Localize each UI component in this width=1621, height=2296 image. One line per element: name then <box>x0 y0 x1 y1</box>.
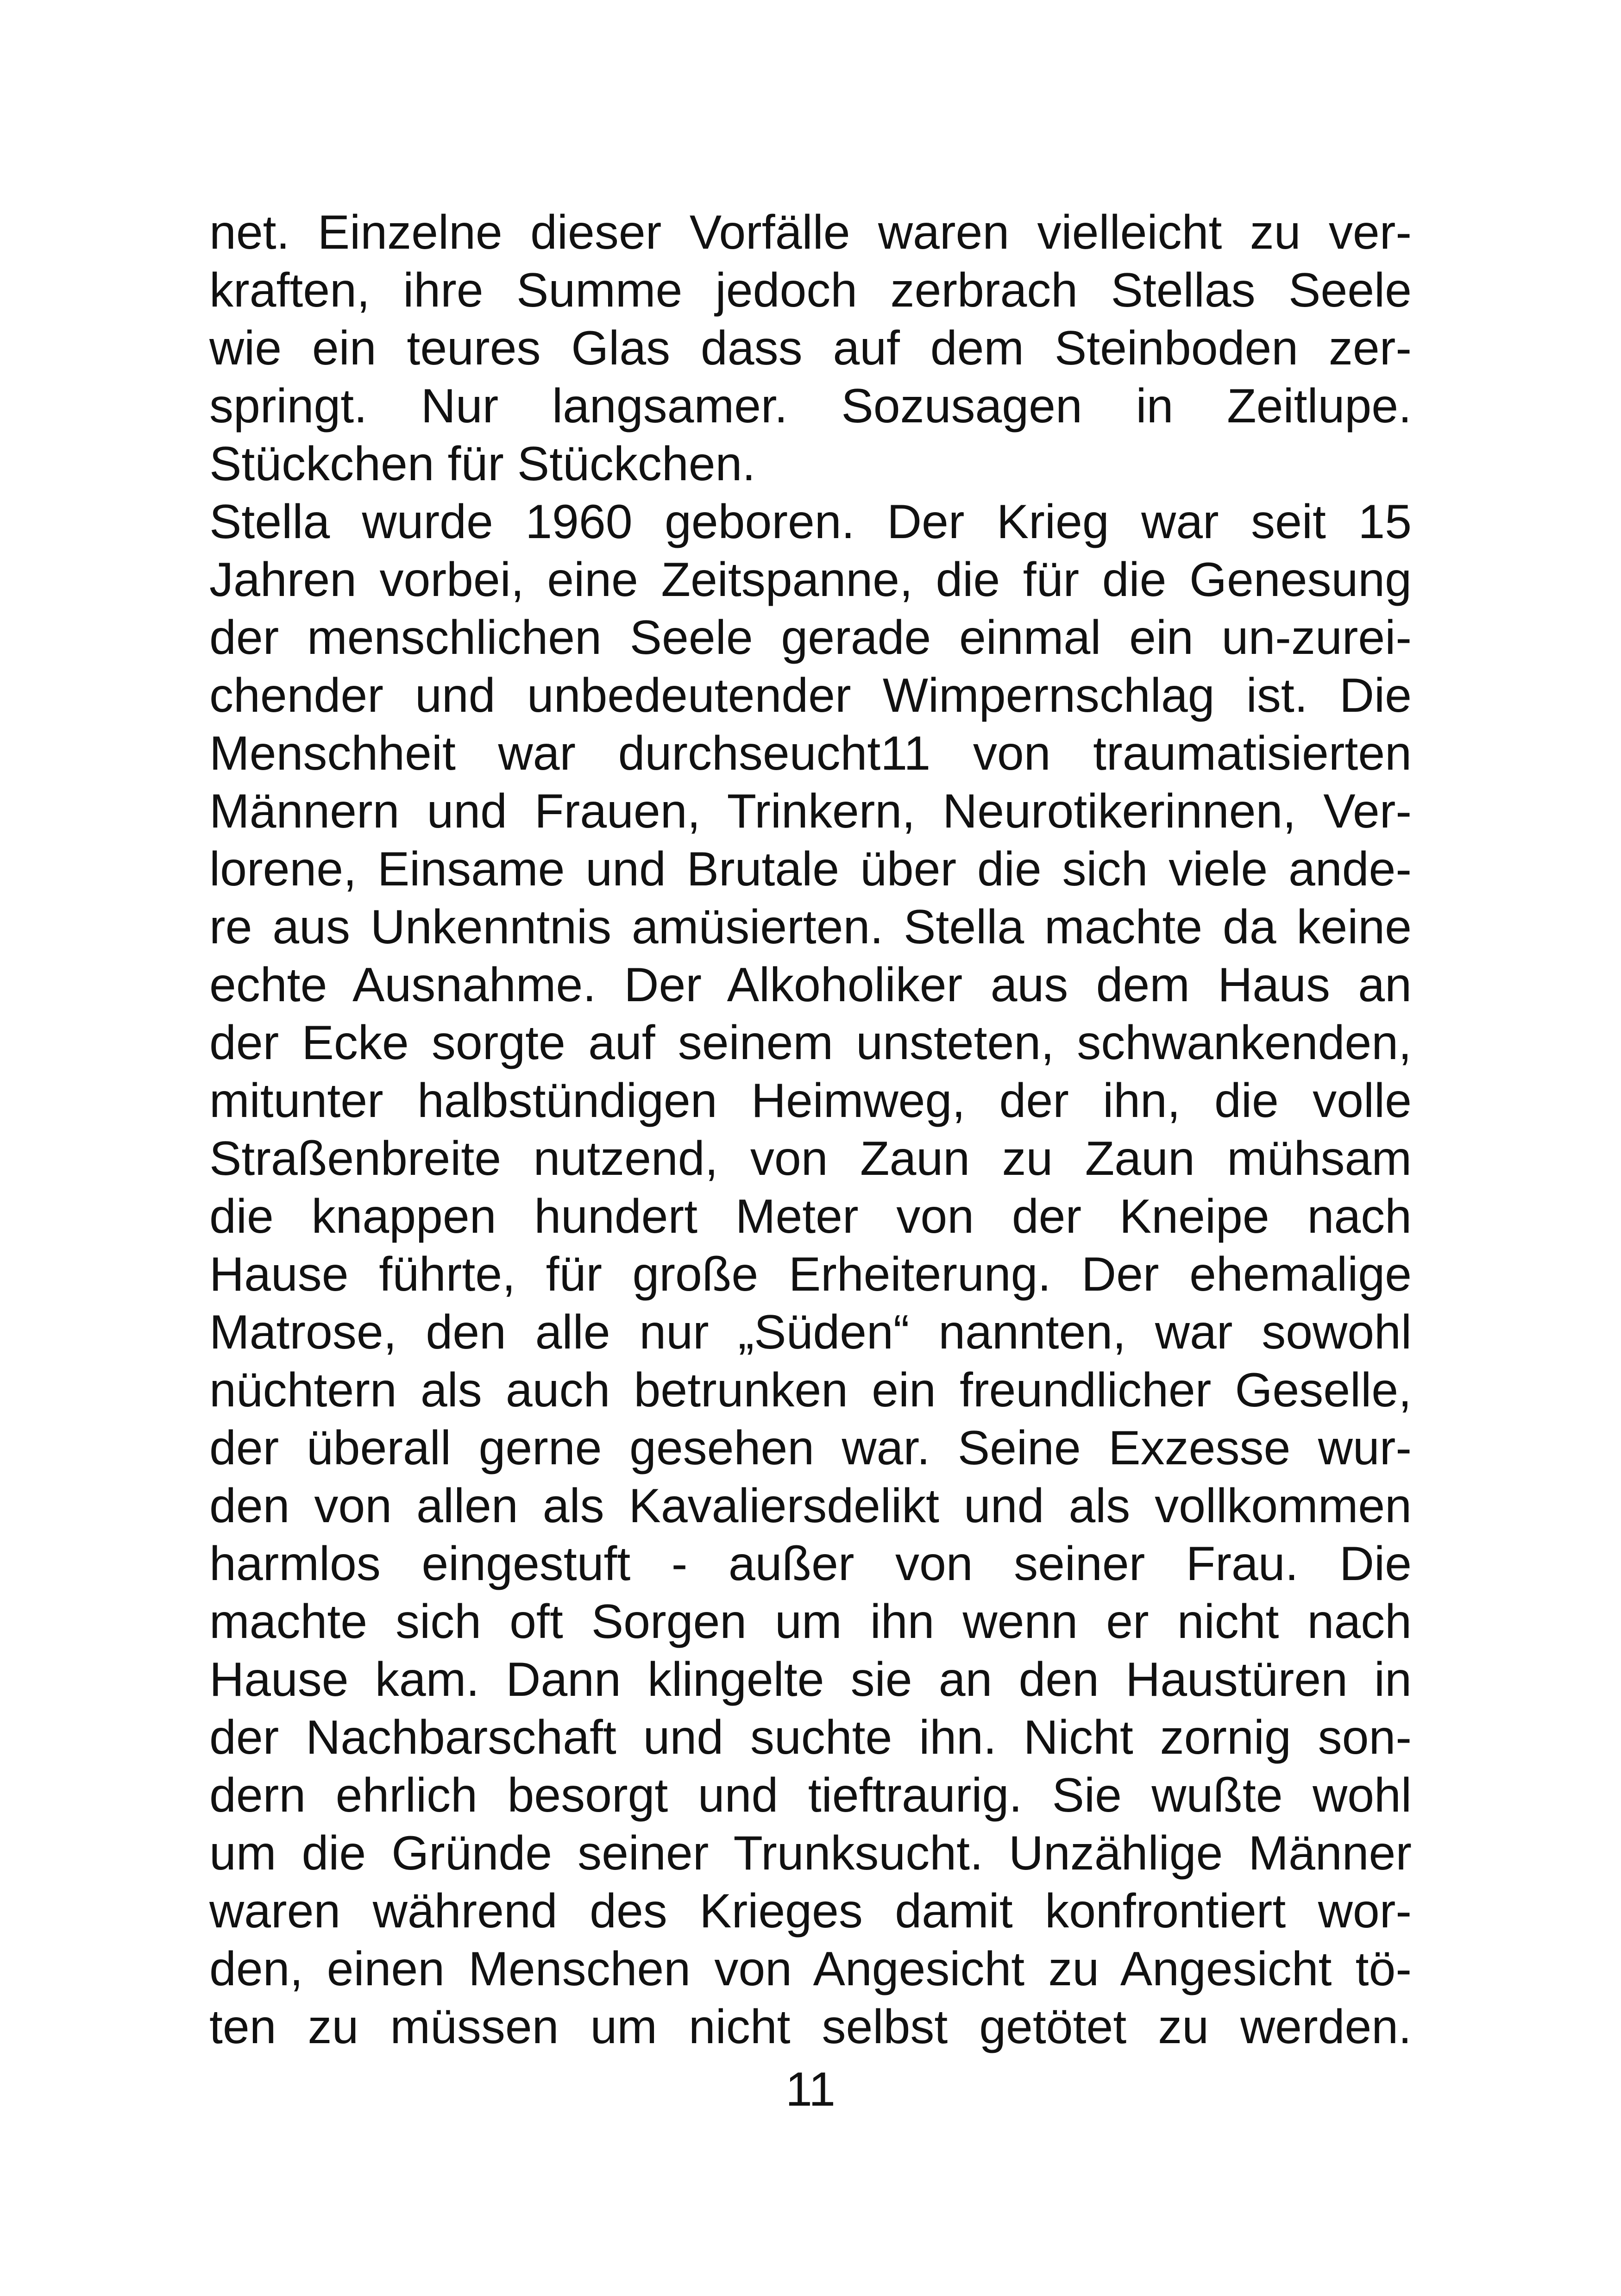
text-line: Hause führte, für große Erheiterung. Der ehemalige <box>209 1248 1412 1301</box>
page-number: 11 <box>785 2063 836 2116</box>
text-line: mitunter halbstündigen Heimweg, der ihn, die volle <box>209 1074 1412 1128</box>
text-line: der menschlichen Seele gerade einmal ein un-zurei- <box>209 611 1412 665</box>
text-line: Männern und Frauen, Trinkern, Neurotikerinnen, Ver- <box>209 784 1412 838</box>
text-line: Jahren vorbei, eine Zeitspanne, die für die Genesung <box>209 553 1412 607</box>
text-line: Straßenbreite nutzend, von Zaun zu Zaun mühsam <box>209 1132 1412 1186</box>
text-line: springt. Nur langsamer. Sozusagen in Zeitlupe. <box>209 379 1412 433</box>
text-line: machte sich oft Sorgen um ihn wenn er nicht nach <box>209 1595 1412 1649</box>
text-line: chender und unbedeutender Wimpernschlag ist. Die <box>209 669 1412 722</box>
text-line: Stella wurde 1960 geboren. Der Krieg war seit 15 <box>209 495 1412 549</box>
text-line: Hause kam. Dann klingelte sie an den Haustüren in <box>209 1653 1412 1706</box>
text-line: Matrose, den alle nur „Süden“ nannten, war sowohl <box>209 1305 1412 1359</box>
text-line: wie ein teures Glas dass auf dem Steinboden zer- <box>209 321 1412 375</box>
text-line: der überall gerne gesehen war. Seine Exzesse wur- <box>209 1421 1412 1475</box>
text-line: den von allen als Kavaliersdelikt und als vollkommen <box>209 1479 1412 1533</box>
text-line: Stückchen für Stückchen. <box>209 437 756 491</box>
text-line: die knappen hundert Meter von der Kneipe nach <box>209 1190 1412 1243</box>
text-line: ten zu müssen um nicht selbst getötet zu werden. <box>209 2000 1412 2054</box>
text-line: der Nachbarschaft und suchte ihn. Nicht zornig son- <box>209 1711 1412 1764</box>
text-line: Menschheit war durchseucht11 von traumatisierten <box>209 727 1412 780</box>
text-line: re aus Unkenntnis amüsierten. Stella machte da keine <box>209 900 1412 954</box>
text-line: kraften, ihre Summe jedoch zerbrach Stellas Seele <box>209 263 1412 317</box>
body-text <box>209 204 1412 2056</box>
text-line: den, einen Menschen von Angesicht zu Angesicht tö- <box>209 1942 1412 1996</box>
text-line: dern ehrlich besorgt und tieftraurig. Sie wußte wohl <box>209 1769 1412 1822</box>
text-line: lorene, Einsame und Brutale über die sich viele ande- <box>209 842 1412 896</box>
text-line: um die Gründe seiner Trunksucht. Unzählige Männer <box>209 1826 1412 1880</box>
text-line: echte Ausnahme. Der Alkoholiker aus dem Haus an <box>209 958 1412 1012</box>
text-line: harmlos eingestuft - außer von seiner Frau. Die <box>209 1537 1412 1591</box>
text-line: der Ecke sorgte auf seinem unsteten, schwankenden, <box>209 1016 1412 1070</box>
text-line: net. Einzelne dieser Vorfälle waren vielleicht zu ver- <box>209 206 1412 259</box>
text-line: nüchtern als auch betrunken ein freundlicher Geselle, <box>209 1363 1412 1417</box>
text-line: waren während des Krieges damit konfrontiert wor- <box>209 1884 1412 1938</box>
